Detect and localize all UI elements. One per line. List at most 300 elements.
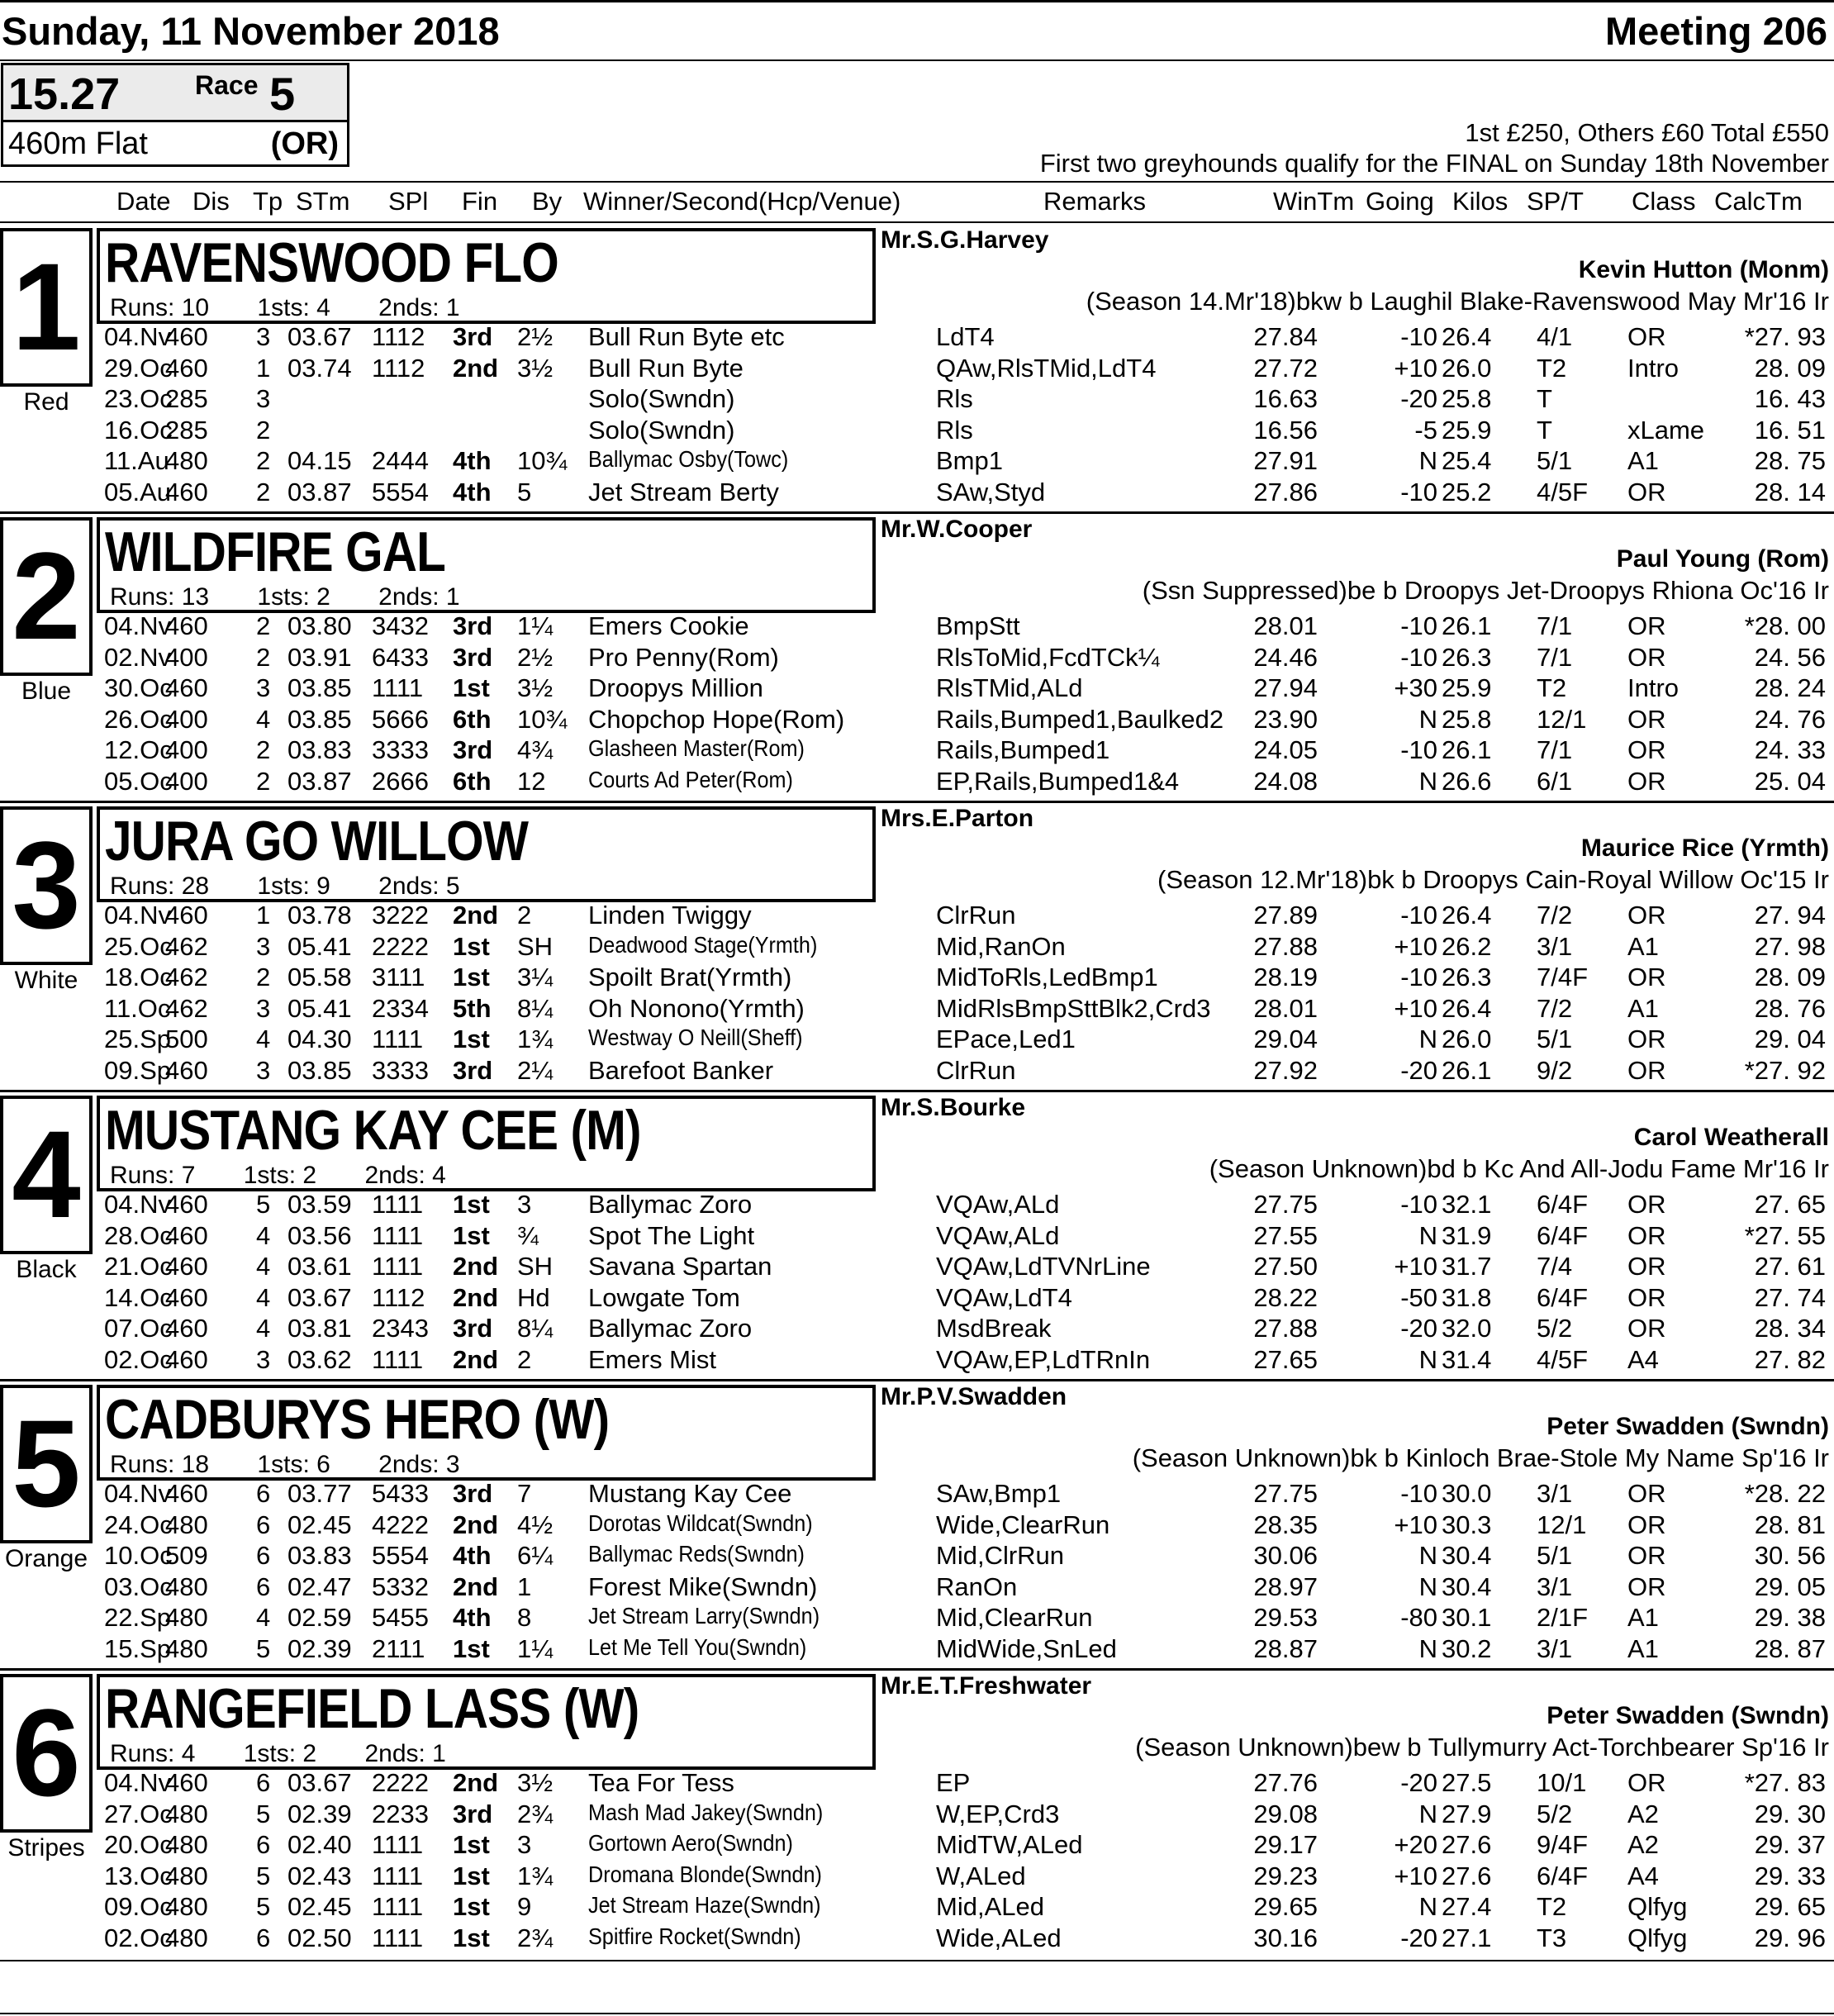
form-win-time: 24.46	[1253, 642, 1318, 672]
form-calc-time: 29. 37	[1754, 1830, 1826, 1859]
form-going: -20	[1400, 1055, 1437, 1085]
form-weight: 30.3	[1442, 1510, 1492, 1539]
form-finish: 1st	[453, 1025, 490, 1053]
form-remarks: Wide,ALed	[936, 1923, 1062, 1952]
form-class: A2	[1627, 1830, 1659, 1859]
form-win-time: 16.56	[1253, 415, 1318, 445]
form-split-positions: 5433	[372, 1479, 429, 1508]
form-sectional-time: 03.56	[287, 1220, 352, 1250]
prize-money: 1st £250, Others £60 Total £550	[1465, 118, 1829, 147]
form-finish: 3rd	[453, 611, 493, 640]
race-info-box	[1, 63, 349, 167]
footer-rule-bottom	[0, 2013, 1834, 2014]
form-remarks: QAw,RlsTMid,LdT4	[936, 353, 1157, 383]
form-date: 07.Oc	[104, 1314, 173, 1343]
form-going: -50	[1400, 1282, 1437, 1312]
form-winner-second: Ballymac Zoro	[588, 1190, 753, 1219]
form-calc-time: 28. 75	[1754, 446, 1826, 475]
form-distance: 480	[165, 1861, 208, 1890]
form-going: N	[1418, 1541, 1437, 1570]
form-weight: 27.6	[1442, 1830, 1492, 1859]
form-date: 05.Oc	[104, 766, 173, 796]
form-date: 24.Oc	[104, 1510, 173, 1539]
col-fin: Fin	[462, 187, 498, 216]
form-calc-time: 29. 65	[1754, 1892, 1826, 1921]
form-trap: 5	[256, 1190, 271, 1219]
form-class: OR	[1627, 1314, 1666, 1343]
form-going: -20	[1400, 384, 1437, 413]
form-row	[0, 416, 1834, 446]
form-winner-second: Deadwood Stage(Yrmth)	[588, 931, 818, 958]
form-split-positions: 4222	[372, 1510, 429, 1539]
form-finish: 5th	[453, 993, 492, 1023]
form-class: A1	[1627, 931, 1659, 961]
form-going: +10	[1394, 931, 1437, 961]
form-row	[0, 1541, 1834, 1571]
form-row	[0, 994, 1834, 1025]
form-split-positions: 1111	[372, 1892, 424, 1921]
form-calc-time: 29. 05	[1754, 1571, 1826, 1601]
form-win-time: 27.94	[1253, 673, 1318, 702]
dog-name: CADBURYS HERO (W)	[105, 1388, 610, 1451]
form-starting-price: 7/1	[1537, 642, 1573, 672]
form-split-positions: 2666	[372, 766, 429, 796]
form-split-positions: 2111	[372, 1633, 425, 1663]
form-win-time: 23.90	[1253, 704, 1318, 734]
form-trap: 4	[256, 1220, 271, 1250]
form-sectional-time: 03.80	[287, 611, 352, 640]
form-weight: 27.6	[1442, 1861, 1492, 1890]
form-distance: 460	[165, 322, 208, 351]
form-distance: 480	[165, 1830, 208, 1859]
col-wintm: WinTm	[1273, 187, 1355, 216]
form-sectional-time: 02.43	[287, 1861, 352, 1890]
form-sectional-time: 02.50	[287, 1923, 352, 1952]
form-date: 09.Sp	[104, 1055, 172, 1085]
form-trap: 6	[256, 1830, 271, 1859]
form-trap: 3	[256, 1055, 271, 1085]
form-distance: 480	[165, 1923, 208, 1952]
form-split-positions: 2444	[372, 446, 429, 475]
form-winner-second: Savana Spartan	[588, 1252, 772, 1281]
race-time-panel	[3, 65, 347, 122]
form-distance: 460	[165, 1055, 208, 1085]
form-class: OR	[1627, 1541, 1666, 1570]
form-split-positions: 5332	[372, 1571, 429, 1601]
form-class: A2	[1627, 1799, 1659, 1828]
form-going: -80	[1400, 1603, 1437, 1632]
form-trap: 5	[256, 1892, 271, 1921]
form-win-time: 27.92	[1253, 1055, 1318, 1085]
form-distance: 480	[165, 446, 208, 475]
form-weight: 30.2	[1442, 1633, 1492, 1663]
form-going: -10	[1400, 963, 1437, 991]
form-weight: 25.8	[1442, 384, 1492, 413]
form-class: Qlfyg	[1627, 1892, 1688, 1921]
form-win-time: 28.22	[1253, 1282, 1318, 1312]
form-class: Qlfyg	[1627, 1923, 1688, 1952]
form-finish: 3rd	[453, 1479, 493, 1508]
form-trap: 2	[256, 446, 271, 475]
form-going: N	[1418, 1633, 1437, 1663]
trap-number: 6	[12, 1683, 81, 1822]
form-calc-time: 29. 04	[1754, 1025, 1826, 1053]
form-date: 22.Sp	[104, 1603, 172, 1632]
form-distance-beaten: 2	[517, 901, 532, 930]
form-date: 18.Oc	[104, 963, 173, 991]
form-distance: 460	[165, 1220, 208, 1250]
form-distance: 460	[165, 673, 208, 702]
form-win-time: 29.04	[1253, 1025, 1318, 1053]
trap-number: 4	[12, 1105, 81, 1243]
form-winner-second: Solo(Swndn)	[588, 384, 735, 413]
form-distance-beaten: 12	[517, 766, 546, 796]
form-weight: 26.4	[1442, 993, 1492, 1023]
form-going: +10	[1394, 1861, 1437, 1890]
form-sectional-time: 05.58	[287, 963, 352, 991]
form-distance-beaten: 3	[517, 1190, 532, 1219]
form-sectional-time: 02.39	[287, 1799, 352, 1828]
form-remarks: Rails,Bumped1,Baulked2	[936, 704, 1224, 734]
form-going: -5	[1414, 415, 1437, 445]
form-distance-beaten: ¾	[517, 1220, 539, 1250]
form-calc-time: 27. 61	[1754, 1252, 1826, 1281]
form-finish: 1st	[453, 673, 490, 702]
form-row	[0, 1510, 1834, 1541]
form-distance-beaten: 6¼	[517, 1541, 554, 1570]
form-calc-time: *28. 00	[1744, 611, 1826, 640]
form-distance-beaten: 4½	[517, 1510, 554, 1539]
form-winner-second: Bull Run Byte etc	[588, 322, 785, 351]
col-stm: STm	[296, 187, 350, 216]
form-going: -20	[1400, 1923, 1437, 1952]
dog-name-box	[97, 1096, 876, 1191]
form-sectional-time: 05.41	[287, 993, 352, 1023]
form-row	[0, 1861, 1834, 1892]
form-date: 02.Oc	[104, 1344, 173, 1374]
form-distance-beaten: 9	[517, 1892, 532, 1921]
owner: Mr.S.Bourke	[881, 1094, 1026, 1121]
form-win-time: 27.72	[1253, 353, 1318, 383]
form-date: 03.Oc	[104, 1571, 173, 1601]
entry-separator	[0, 1090, 1834, 1092]
form-sectional-time: 03.81	[287, 1314, 352, 1343]
form-starting-price: 2/1F	[1537, 1603, 1589, 1632]
form-going: N	[1418, 446, 1437, 475]
form-row	[0, 1221, 1834, 1252]
form-winner-second: Solo(Swndn)	[588, 415, 735, 445]
form-starting-price: 6/4F	[1537, 1220, 1589, 1250]
form-calc-time: 28. 14	[1754, 477, 1826, 506]
form-calc-time: *27. 83	[1744, 1768, 1826, 1797]
form-finish: 2nd	[453, 1282, 499, 1312]
form-remarks: Mid,RanOn	[936, 931, 1066, 961]
form-date: 04.Nv	[104, 901, 171, 930]
form-remarks: W,ALed	[936, 1861, 1026, 1890]
form-winner-second: Spoilt Brat(Yrmth)	[588, 963, 792, 991]
form-split-positions: 2334	[372, 993, 429, 1023]
form-starting-price: 4/5F	[1537, 1344, 1589, 1374]
form-distance: 509	[165, 1541, 208, 1570]
form-calc-time: 28. 24	[1754, 673, 1826, 702]
form-starting-price: 5/2	[1537, 1314, 1573, 1343]
form-remarks: VQAw,LdTVNrLine	[936, 1252, 1151, 1281]
form-weight: 26.1	[1442, 611, 1492, 640]
form-win-time: 28.01	[1253, 611, 1318, 640]
form-win-time: 29.23	[1253, 1861, 1318, 1890]
form-winner-second: Dromana Blonde(Swndn)	[588, 1861, 822, 1887]
form-remarks: ClrRun	[936, 901, 1016, 930]
form-trap: 2	[256, 766, 271, 796]
form-sectional-time: 05.41	[287, 931, 352, 961]
form-win-time: 24.05	[1253, 735, 1318, 764]
form-trap: 6	[256, 1479, 271, 1508]
form-row	[0, 322, 1834, 353]
form-split-positions: 5666	[372, 704, 429, 734]
form-remarks: RlsToMid,FcdTCk¼	[936, 642, 1160, 672]
form-going: +20	[1394, 1830, 1437, 1859]
form-distance: 400	[165, 735, 208, 764]
form-trap: 4	[256, 1314, 271, 1343]
form-distance: 460	[165, 1479, 208, 1508]
form-distance: 462	[165, 931, 208, 961]
form-date: 23.Oc	[104, 384, 173, 413]
form-going: -10	[1400, 611, 1437, 640]
form-calc-time: 30. 56	[1754, 1541, 1826, 1570]
form-row	[0, 1800, 1834, 1830]
form-starting-price: 6/4F	[1537, 1190, 1589, 1219]
form-weight: 32.0	[1442, 1314, 1492, 1343]
form-winner-second: Droopys Million	[588, 673, 763, 702]
form-calc-time: 24. 56	[1754, 642, 1826, 672]
form-row	[0, 963, 1834, 993]
form-weight: 26.4	[1442, 901, 1492, 930]
form-finish: 1st	[453, 1220, 490, 1250]
trap-colour: Stripes	[7, 1834, 85, 1861]
form-date: 04.Nv	[104, 1768, 171, 1797]
form-going: N	[1418, 1344, 1437, 1374]
form-distance: 460	[165, 1282, 208, 1312]
form-weight: 31.8	[1442, 1282, 1492, 1312]
form-date: 02.Nv	[104, 642, 171, 672]
dog-name: MUSTANG KAY CEE (M)	[105, 1099, 641, 1162]
form-weight: 26.1	[1442, 1055, 1492, 1085]
form-distance-beaten: 2¾	[517, 1799, 554, 1828]
form-weight: 30.4	[1442, 1571, 1492, 1601]
form-finish: 3rd	[453, 1314, 493, 1343]
entry-separator	[0, 1668, 1834, 1671]
form-starting-price: T2	[1537, 353, 1567, 383]
form-remarks: LdT4	[936, 322, 995, 351]
form-row	[0, 1252, 1834, 1282]
form-winner-second: Mash Mad Jakey(Swndn)	[588, 1799, 824, 1825]
form-win-time: 29.65	[1253, 1892, 1318, 1921]
form-going: +10	[1394, 353, 1437, 383]
form-date: 09.Oc	[104, 1892, 173, 1921]
form-win-time: 27.50	[1253, 1252, 1318, 1281]
form-starting-price: 3/1	[1537, 1479, 1573, 1508]
runner-entry-5	[0, 1381, 1834, 1671]
form-weight: 26.4	[1442, 322, 1492, 351]
form-distance-beaten: 1	[517, 1571, 532, 1601]
footer-rule-top	[0, 1960, 1834, 1961]
form-going: +10	[1394, 993, 1437, 1023]
form-remarks: MidRlsBmpSttBlk2,Crd3	[936, 993, 1211, 1023]
form-row	[0, 932, 1834, 963]
form-trap: 4	[256, 1252, 271, 1281]
form-remarks: Mid,ClrRun	[936, 1541, 1065, 1570]
form-finish: 1st	[453, 963, 490, 991]
form-split-positions: 3111	[372, 963, 425, 991]
form-remarks: VQAw,ALd	[936, 1190, 1060, 1219]
form-going: N	[1418, 1571, 1437, 1601]
form-weight: 26.1	[1442, 735, 1492, 764]
form-winner-second: Jet Stream Haze(Swndn)	[588, 1892, 821, 1918]
form-going: -10	[1400, 322, 1437, 351]
dog-stats: Runs: 28 1sts: 9 2nds: 5	[110, 872, 460, 900]
form-remarks: VQAw,LdT4	[936, 1282, 1072, 1312]
form-class: A1	[1627, 1603, 1659, 1632]
form-date: 04.Nv	[104, 611, 171, 640]
runner-entry-1	[0, 225, 1834, 514]
form-remarks: EP,Rails,Bumped1&4	[936, 766, 1180, 796]
form-win-time: 29.53	[1253, 1603, 1318, 1632]
trainer: Paul Young (Rom)	[1616, 545, 1829, 573]
form-trap: 6	[256, 1768, 271, 1797]
form-finish: 3rd	[453, 642, 493, 672]
form-distance-beaten: Hd	[517, 1282, 550, 1312]
form-class: A1	[1627, 993, 1659, 1023]
form-win-time: 28.35	[1253, 1510, 1318, 1539]
form-date: 04.Nv	[104, 1479, 171, 1508]
form-distance-beaten: 3¼	[517, 963, 554, 991]
form-sectional-time: 03.91	[287, 642, 352, 672]
form-win-time: 30.06	[1253, 1541, 1318, 1570]
form-weight: 30.4	[1442, 1541, 1492, 1570]
form-row	[0, 354, 1834, 384]
race-number: 5	[269, 68, 296, 120]
form-split-positions: 1111	[372, 673, 424, 702]
col-remarks: Remarks	[1043, 187, 1147, 216]
form-weight: 27.9	[1442, 1799, 1492, 1828]
form-row	[0, 1314, 1834, 1344]
runner-entry-4	[0, 1092, 1834, 1381]
dog-stats: Runs: 4 1sts: 2 2nds: 1	[110, 1740, 446, 1767]
form-remarks: MsdBreak	[936, 1314, 1052, 1343]
form-split-positions: 5554	[372, 477, 429, 506]
breeding: (Season 14.Mr'18)bkw b Laughil Blake-Ravenswood May Mr'16 Ir	[1086, 287, 1829, 316]
form-split-positions: 1111	[372, 1344, 424, 1374]
form-calc-time: 29. 30	[1754, 1799, 1826, 1828]
form-finish: 4th	[453, 1541, 492, 1570]
form-win-time: 29.08	[1253, 1799, 1318, 1828]
trap-number: 1	[12, 237, 81, 376]
form-split-positions: 5554	[372, 1541, 429, 1570]
owner: Mrs.E.Parton	[881, 805, 1034, 832]
form-row	[0, 384, 1834, 415]
race-grade: (OR)	[270, 126, 339, 161]
form-date: 05.Au	[104, 477, 172, 506]
form-date: 04.Nv	[104, 322, 171, 351]
form-class: OR	[1627, 901, 1666, 930]
form-sectional-time: 03.85	[287, 673, 352, 702]
form-sectional-time: 03.78	[287, 901, 352, 930]
col-kilos: Kilos	[1452, 187, 1509, 216]
form-date: 30.Oc	[104, 673, 173, 702]
form-weight: 31.7	[1442, 1252, 1492, 1281]
form-sectional-time: 02.40	[287, 1830, 352, 1859]
qualification-note: First two greyhounds qualify for the FINAL on Sunday 18th November	[1039, 149, 1829, 178]
form-distance: 285	[165, 384, 208, 413]
form-date: 25.Oc	[104, 931, 173, 961]
trap-colour: Red	[23, 388, 69, 416]
trainer: Kevin Hutton (Monm)	[1578, 256, 1829, 283]
form-going: -10	[1400, 735, 1437, 764]
form-starting-price: 10/1	[1537, 1768, 1587, 1797]
form-sectional-time: 03.83	[287, 735, 352, 764]
column-header-rule	[0, 181, 1834, 183]
form-distance: 460	[165, 477, 208, 506]
form-starting-price: 4/5F	[1537, 477, 1589, 506]
form-distance: 460	[165, 1252, 208, 1281]
form-split-positions: 1112	[372, 322, 425, 351]
form-trap: 4	[256, 704, 271, 734]
form-starting-price: 7/2	[1537, 993, 1573, 1023]
form-distance: 480	[165, 1603, 208, 1632]
dog-stats: Runs: 18 1sts: 6 2nds: 3	[110, 1451, 460, 1478]
form-weight: 30.1	[1442, 1603, 1492, 1632]
form-distance: 462	[165, 993, 208, 1023]
form-winner-second: Bull Run Byte	[588, 353, 744, 383]
form-trap: 2	[256, 415, 271, 445]
col-going: Going	[1366, 187, 1434, 216]
form-split-positions: 6433	[372, 642, 429, 672]
form-distance: 460	[165, 1314, 208, 1343]
form-date: 20.Oc	[104, 1830, 173, 1859]
form-row	[0, 446, 1834, 477]
form-win-time: 28.19	[1253, 963, 1318, 991]
form-going: -20	[1400, 1314, 1437, 1343]
form-row	[0, 1345, 1834, 1376]
form-class: OR	[1627, 642, 1666, 672]
form-going: N	[1418, 1220, 1437, 1250]
form-class: A4	[1627, 1861, 1659, 1890]
form-distance: 480	[165, 1510, 208, 1539]
form-calc-time: *27. 55	[1744, 1220, 1826, 1250]
form-win-time: 28.97	[1253, 1571, 1318, 1601]
entry-separator	[0, 1379, 1834, 1381]
form-trap: 3	[256, 322, 271, 351]
form-trap: 5	[256, 1861, 271, 1890]
form-distance-beaten: 1¼	[517, 1633, 554, 1663]
form-trap: 4	[256, 1603, 271, 1632]
form-sectional-time: 03.74	[287, 353, 352, 383]
owner: Mr.E.T.Freshwater	[881, 1672, 1092, 1700]
form-distance: 285	[165, 415, 208, 445]
form-going: N	[1418, 766, 1437, 796]
dog-name: RAVENSWOOD FLO	[105, 231, 558, 294]
form-finish: 3rd	[453, 735, 493, 764]
trap-colour: Blue	[21, 678, 72, 705]
form-remarks: MidToRls,LedBmp1	[936, 963, 1158, 991]
form-sectional-time: 02.59	[287, 1603, 352, 1632]
form-row	[0, 767, 1834, 797]
form-trap: 4	[256, 1282, 271, 1312]
form-winner-second: Westway O Neill(Sheff)	[588, 1025, 803, 1050]
race-distance: 460m Flat	[8, 126, 148, 161]
form-class: OR	[1627, 322, 1666, 351]
form-date: 10.Oc	[104, 1541, 173, 1570]
